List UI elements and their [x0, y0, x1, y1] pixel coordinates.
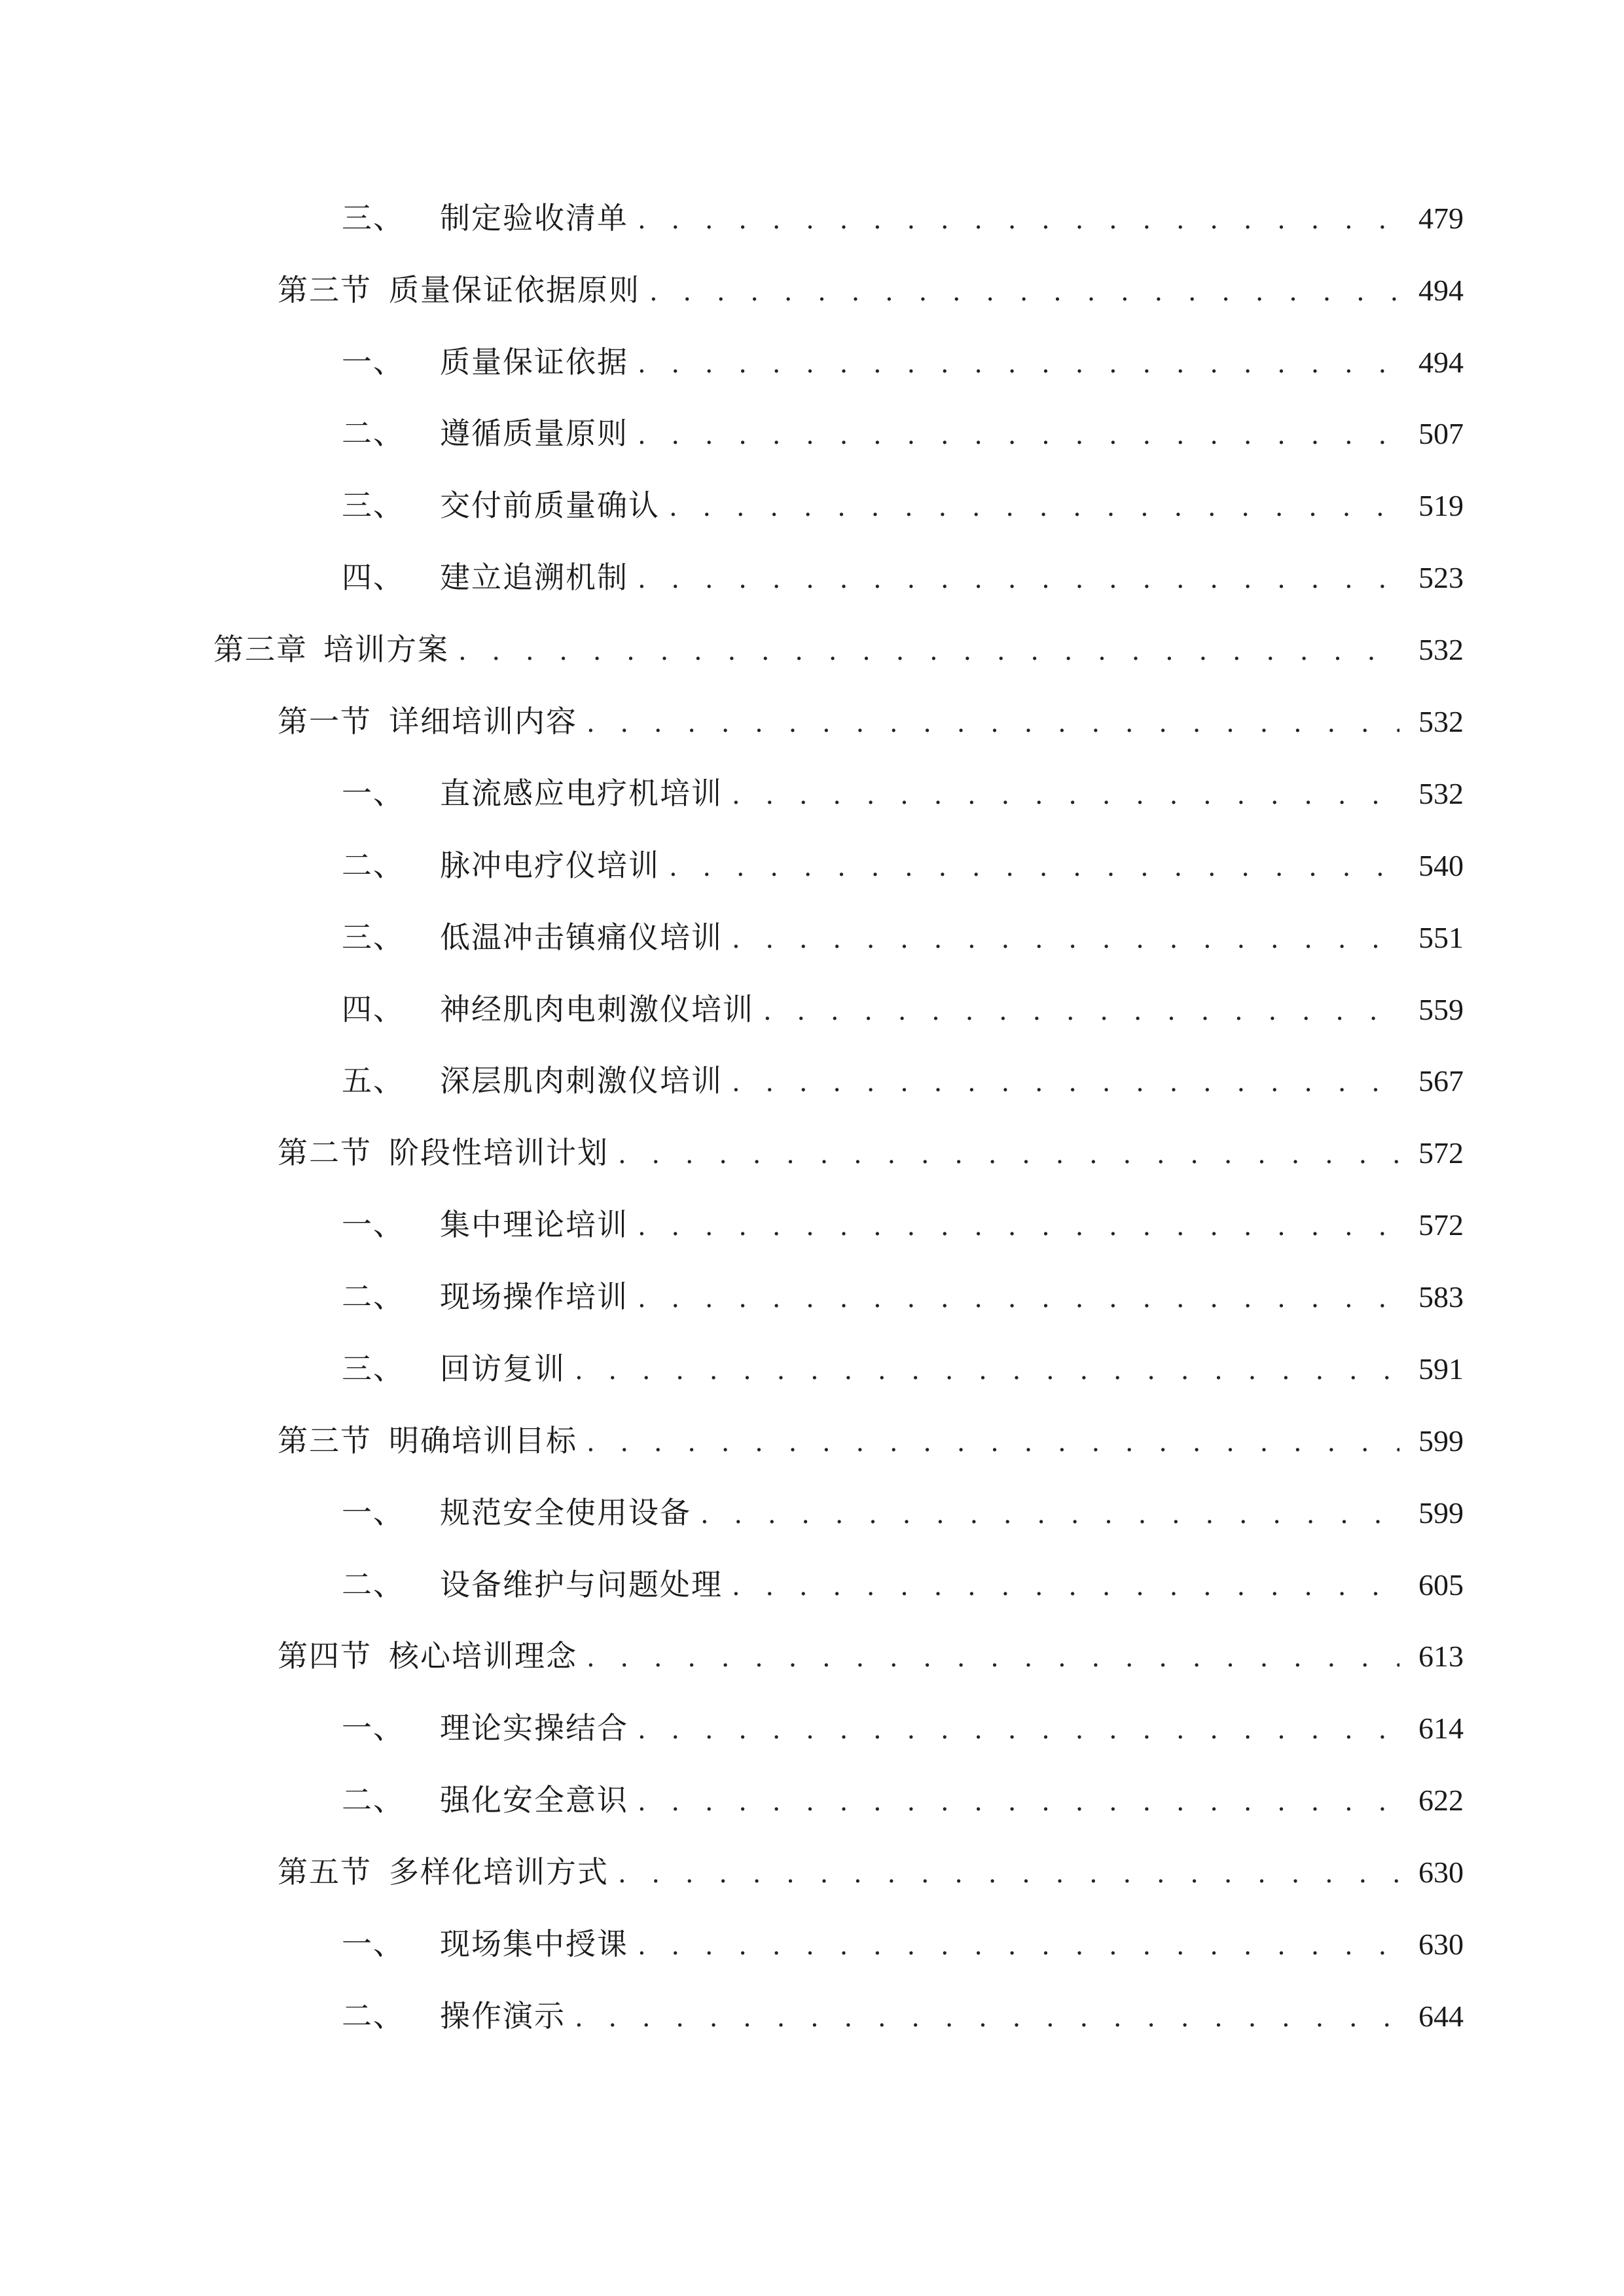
toc-entry-page: 507 — [1418, 417, 1464, 450]
toc-entry[interactable] — [342, 551, 1464, 603]
toc-entry-number: 五、 — [342, 1063, 405, 1098]
toc-leader-dots — [638, 1272, 1399, 1325]
toc-entry-number: 一、 — [342, 1710, 405, 1746]
toc-entry-title: 操作演示 — [440, 1998, 566, 2034]
toc-entry-number: 二、 — [342, 416, 405, 451]
toc-entry-title: 质量保证依据 — [440, 344, 628, 380]
toc-entry-title: 培训方案 — [323, 632, 449, 667]
toc-entry-title: 理论实操结合 — [440, 1710, 628, 1746]
toc-entry-title: 交付前质量确认 — [440, 488, 660, 523]
toc-entry[interactable] — [342, 336, 1464, 388]
toc-entry[interactable] — [278, 1414, 1464, 1467]
toc-leader-dots — [732, 1056, 1399, 1109]
toc-leader-dots — [638, 409, 1399, 461]
toc-entry-title: 质量保证依据原则 — [389, 272, 640, 308]
toc-entry-page: 567 — [1418, 1064, 1464, 1098]
toc-entry[interactable] — [342, 407, 1464, 459]
toc-entry[interactable] — [342, 767, 1464, 819]
toc-entry-number: 二、 — [342, 1782, 405, 1818]
toc-entry-page: 622 — [1418, 1784, 1464, 1817]
toc-entry-page: 532 — [1418, 633, 1464, 666]
toc-entry-page: 532 — [1418, 777, 1464, 810]
toc-entry[interactable] — [342, 1270, 1464, 1323]
toc-leader-dots — [586, 697, 1399, 749]
toc-leader-dots — [638, 338, 1399, 390]
toc-entry-page: 479 — [1418, 202, 1464, 235]
toc-entry-number: 三、 — [342, 488, 405, 523]
toc-entry[interactable] — [278, 1126, 1464, 1179]
toc-entry-number: 一、 — [342, 344, 405, 380]
toc-entry-page: 599 — [1418, 1496, 1464, 1530]
toc-entry-page: 494 — [1418, 274, 1464, 307]
toc-entry-title: 强化安全意识 — [440, 1782, 628, 1818]
toc-entry-number: 三、 — [342, 200, 405, 236]
toc-entry-title: 神经肌肉电刺激仪培训 — [440, 992, 754, 1027]
toc-leader-dots — [700, 1488, 1399, 1541]
toc-leader-dots — [586, 1632, 1399, 1684]
toc-entry-number: 二、 — [342, 1998, 405, 2034]
toc-entry-title: 直流感应电疗机培训 — [440, 776, 723, 811]
toc-entry[interactable] — [342, 1558, 1464, 1611]
toc-entry-title: 核心培训理念 — [389, 1638, 577, 1674]
toc-entry-title: 设备维护与问题处理 — [440, 1567, 723, 1602]
toc-entry-title: 明确培训目标 — [389, 1423, 577, 1458]
toc-entry-page: 591 — [1418, 1352, 1464, 1386]
toc-leader-dots — [586, 1416, 1399, 1469]
toc-entry-page: 614 — [1418, 1712, 1464, 1745]
toc-entry[interactable] — [342, 1990, 1464, 2042]
toc-leader-dots — [638, 1920, 1399, 1972]
toc-entry-number: 第三节 — [278, 1423, 372, 1458]
toc-entry-title: 低温冲击镇痛仪培训 — [440, 920, 723, 955]
toc-entry-title: 脉冲电疗仪培训 — [440, 848, 660, 883]
toc-entry-number: 二、 — [342, 1567, 405, 1602]
toc-entry-page: 630 — [1418, 1856, 1464, 1889]
toc-leader-dots — [638, 1776, 1399, 1828]
toc-entry-page: 532 — [1418, 705, 1464, 738]
toc-entry-page: 519 — [1418, 489, 1464, 522]
toc-entry-page: 583 — [1418, 1280, 1464, 1314]
toc-entry[interactable] — [342, 1774, 1464, 1826]
toc-entry[interactable] — [342, 479, 1464, 531]
toc-entry-page: 494 — [1418, 346, 1464, 379]
toc-entry-number: 第五节 — [278, 1854, 372, 1890]
toc-entry-number: 第二节 — [278, 1135, 372, 1170]
toc-entry-page: 572 — [1418, 1208, 1464, 1242]
toc-entry-number: 第三节 — [278, 272, 372, 308]
toc-entry-number: 第四节 — [278, 1638, 372, 1674]
toc-entry-page: 559 — [1418, 993, 1464, 1026]
toc-entry-page: 613 — [1418, 1640, 1464, 1673]
toc-entry-number: 四、 — [342, 992, 405, 1027]
toc-entry[interactable] — [342, 1342, 1464, 1395]
toc-entry-page: 540 — [1418, 849, 1464, 882]
toc-leader-dots — [669, 481, 1399, 533]
toc-entry-page: 605 — [1418, 1568, 1464, 1602]
toc-entry[interactable] — [342, 983, 1464, 1035]
toc-entry-number: 一、 — [342, 776, 405, 811]
toc-entry-number: 三、 — [342, 1351, 405, 1386]
toc-entry-title: 现场集中授课 — [440, 1926, 628, 1962]
toc-leader-dots — [458, 625, 1399, 677]
toc-entry-title: 遵循质量原则 — [440, 416, 628, 451]
toc-leader-dots — [618, 1128, 1399, 1181]
toc-entry[interactable] — [342, 911, 1464, 963]
toc-entry[interactable] — [278, 264, 1464, 316]
toc-entry[interactable] — [213, 623, 1464, 675]
toc-entry[interactable] — [278, 695, 1464, 747]
toc-leader-dots — [575, 1344, 1399, 1397]
toc-entry-number: 二、 — [342, 1279, 405, 1314]
toc-entry[interactable] — [278, 1846, 1464, 1898]
toc-entry-title: 制定验收清单 — [440, 200, 628, 236]
toc-entry-page: 572 — [1418, 1136, 1464, 1170]
toc-entry[interactable] — [342, 1918, 1464, 1970]
toc-entry[interactable] — [342, 192, 1464, 244]
toc-entry-title: 深层肌肉刺激仪培训 — [440, 1063, 723, 1098]
toc-entry-title: 回访复训 — [440, 1351, 566, 1386]
toc-leader-dots — [575, 1992, 1399, 2044]
toc-entry-title: 集中理论培训 — [440, 1207, 628, 1242]
toc-entry[interactable] — [342, 1702, 1464, 1754]
toc-leader-dots — [638, 194, 1399, 246]
toc-entry-number: 二、 — [342, 848, 405, 883]
toc-entry-title: 多样化培训方式 — [389, 1854, 609, 1890]
toc-entry[interactable] — [342, 1486, 1464, 1539]
toc-entry-number: 第三章 — [213, 632, 308, 667]
toc-leader-dots — [638, 1704, 1399, 1756]
toc-entry[interactable] — [342, 1054, 1464, 1107]
toc-entry-title: 阶段性培训计划 — [389, 1135, 609, 1170]
toc-entry-page: 630 — [1418, 1928, 1464, 1961]
toc-entry-number: 一、 — [342, 1495, 405, 1530]
toc-entry[interactable] — [278, 1630, 1464, 1682]
toc-entry[interactable] — [342, 1198, 1464, 1251]
toc-entry[interactable] — [342, 839, 1464, 891]
toc-entry-title: 现场操作培训 — [440, 1279, 628, 1314]
toc-entry-number: 四、 — [342, 560, 405, 595]
toc-leader-dots — [649, 266, 1399, 318]
toc-entry-page: 523 — [1418, 561, 1464, 594]
toc-leader-dots — [618, 1848, 1399, 1900]
toc-entry-title: 规范安全使用设备 — [440, 1495, 691, 1530]
toc-leader-dots — [732, 913, 1399, 965]
toc-entry-number: 第一节 — [278, 704, 372, 739]
toc-entry-number: 一、 — [342, 1926, 405, 1962]
toc-leader-dots — [638, 553, 1399, 605]
toc-entry-title: 建立追溯机制 — [440, 560, 628, 595]
toc-leader-dots — [763, 985, 1399, 1037]
toc-leader-dots — [732, 769, 1399, 821]
toc-entry-number: 一、 — [342, 1207, 405, 1242]
toc-leader-dots — [732, 1560, 1399, 1613]
toc-entry-page: 599 — [1418, 1424, 1464, 1458]
toc-entry-title: 详细培训内容 — [389, 704, 577, 739]
toc-leader-dots — [669, 841, 1399, 893]
toc-entry-page: 644 — [1418, 2000, 1464, 2033]
toc-leader-dots — [638, 1200, 1399, 1253]
toc-entry-number: 三、 — [342, 920, 405, 955]
toc-entry-page: 551 — [1418, 921, 1464, 954]
